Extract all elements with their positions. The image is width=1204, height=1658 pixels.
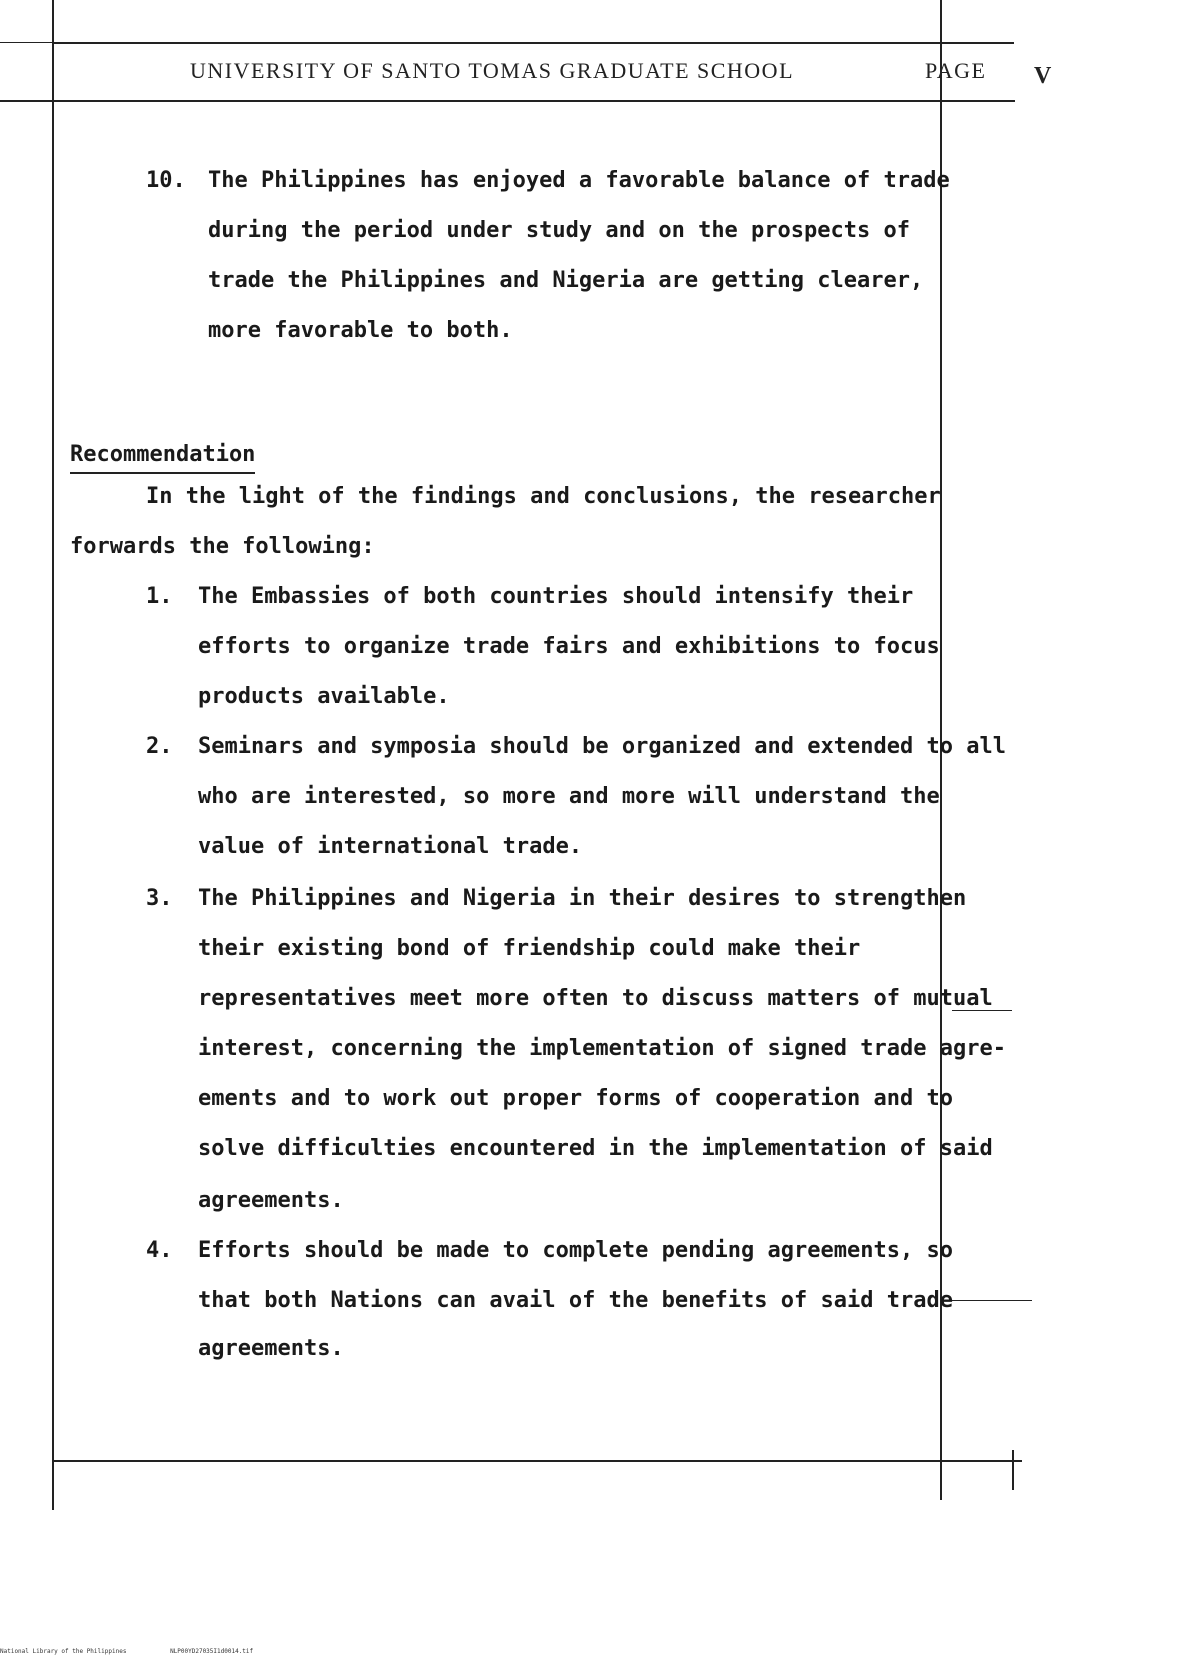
item-line: products available. [198,684,450,709]
far-right-rule [1012,1450,1014,1490]
conclusion-number: 10. [146,168,186,193]
footer-file-id: NLP00YD27035I1d0014.tif [170,1648,254,1655]
header-bottom-rule [0,100,1015,102]
item-line: representatives meet more often to discuss matters of mutual [198,986,993,1011]
item-line: interest, concerning the implementation of signed trade agre- [198,1036,1006,1061]
conclusion-line: during the period under study and on the prospects of [208,218,910,243]
intro-line: In the light of the findings and conclusions, the researcher [146,484,941,509]
page-number: V [1034,63,1052,89]
side-tick-2 [952,1300,1032,1301]
conclusion-line: more favorable to both. [208,318,513,343]
item-line: ements and to work out proper forms of cooperation and to [198,1086,953,1111]
bottom-rule [52,1460,1022,1462]
conclusion-line: trade the Philippines and Nigeria are getting clearer, [208,268,924,293]
item-number: 4. [146,1238,173,1263]
item-line: agreements. [198,1336,344,1361]
header-top-rule [52,42,1014,44]
item-number: 2. [146,734,173,759]
item-line: Seminars and symposia should be organized and extended to all [198,734,1006,759]
item-line: The Embassies of both countries should intensify their [198,584,914,609]
item-line: solve difficulties encountered in the implementation of said [198,1136,993,1161]
item-line: The Philippines and Nigeria in their desires to strengthen [198,886,967,911]
item-line: value of international trade. [198,834,583,859]
scan-footer [0,1648,293,1655]
item-number: 1. [146,584,173,609]
item-line: Efforts should be made to complete pending agreements, so [198,1238,953,1263]
conclusion-line: The Philippines has enjoyed a favorable balance of trade [208,168,950,193]
item-line: agreements. [198,1188,344,1213]
header-title: UNIVERSITY OF SANTO TOMAS GRADUATE SCHOOL [190,58,795,83]
item-line: efforts to organize trade fairs and exhibitions to focus [198,634,940,659]
left-edge-rule [0,42,52,43]
item-line: their existing bond of friendship could make their [198,936,861,961]
item-line: who are interested, so more and more will understand the [198,784,940,809]
intro-line: forwards the following: [70,534,375,559]
item-line: that both Nations can avail of the benefits of said trade [198,1288,953,1313]
left-margin-rule [52,0,54,1510]
footer-library: National Library of the Philippines [0,1648,127,1655]
recommendation-heading: Recommendation [70,440,255,474]
item-number: 3. [146,886,173,911]
header-page-label: PAGE [925,58,987,83]
